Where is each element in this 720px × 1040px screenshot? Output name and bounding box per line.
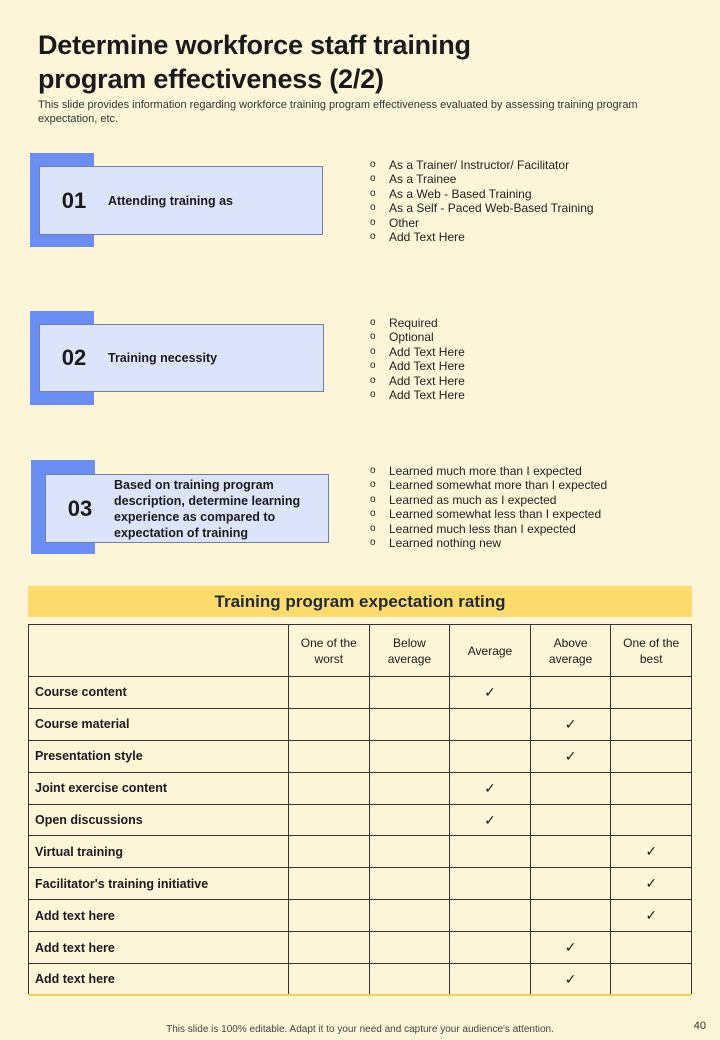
row-label: Joint exercise content	[29, 772, 289, 804]
table-row	[29, 836, 692, 868]
row-label: Add text here	[29, 900, 289, 932]
bullet-icon: o	[370, 202, 376, 214]
check-icon: ✓	[450, 772, 531, 804]
rating-cell	[611, 772, 692, 804]
page-title-line-2: program effectiveness (2/2)	[38, 64, 384, 94]
rating-cell	[530, 836, 611, 868]
rating-cell	[611, 964, 692, 996]
rating-cell	[530, 900, 611, 932]
list-item: o As a Web - Based Training	[370, 186, 532, 201]
list-item: o Add Text Here	[370, 344, 465, 359]
table-row	[29, 868, 692, 900]
row-label: Course material	[29, 708, 289, 740]
check-icon: ✓	[611, 836, 692, 868]
row-label: Virtual training	[29, 836, 289, 868]
rating-cell	[450, 708, 531, 740]
rating-cell	[611, 740, 692, 772]
rating-cell	[369, 868, 450, 900]
bullet-icon: o	[370, 479, 376, 491]
list-item: o Add Text Here	[370, 388, 465, 403]
check-icon: ✓	[450, 804, 531, 836]
bullet-icon: o	[370, 465, 376, 476]
rating-cell	[369, 964, 450, 996]
table-row	[29, 772, 692, 804]
table-row	[29, 932, 692, 964]
check-icon: ✓	[530, 740, 611, 772]
header-empty	[29, 625, 289, 677]
rating-cell	[450, 932, 531, 964]
rating-cell	[369, 677, 450, 709]
column-header: Above average	[530, 625, 611, 677]
row-label: Presentation style	[29, 740, 289, 772]
rating-cell	[530, 868, 611, 900]
list-item: o Learned much more than I expected	[370, 464, 582, 478]
bullet-icon: o	[370, 537, 376, 549]
bullet-icon: o	[370, 159, 376, 170]
bullet-icon: o	[370, 508, 376, 520]
list-item: o Learned nothing new	[370, 536, 502, 551]
list-item: o Learned somewhat less than I expected	[370, 507, 602, 522]
rating-cell	[369, 932, 450, 964]
rating-table	[28, 624, 692, 996]
rating-cell	[289, 932, 370, 964]
bullet-icon: o	[370, 173, 376, 185]
row-label: Facilitator's training initiative	[29, 868, 289, 900]
rating-cell	[289, 900, 370, 932]
rating-cell	[450, 868, 531, 900]
rating-table-body	[29, 677, 692, 996]
rating-cell	[289, 964, 370, 996]
rating-cell	[369, 708, 450, 740]
check-icon: ✓	[611, 868, 692, 900]
page-subtitle: This slide provides information regarding workforce training program effectiveness evaluated by assessing training program expectation, etc.	[38, 99, 638, 125]
page-number: 40	[693, 1020, 706, 1032]
check-icon: ✓	[530, 964, 611, 996]
list-item: o As a Self - Paced Web-Based Training	[370, 201, 594, 216]
check-icon: ✓	[530, 708, 611, 740]
column-header: One of the best	[611, 625, 692, 677]
table-row	[29, 677, 692, 709]
page-title-line-1: Determine workforce staff training	[38, 30, 471, 60]
bullet-icon: o	[370, 522, 376, 534]
bullet-icon: o	[370, 216, 376, 228]
check-icon: ✓	[450, 677, 531, 709]
rating-cell	[369, 772, 450, 804]
table-row	[29, 964, 692, 996]
list-item: o Add Text Here	[370, 230, 465, 245]
rating-cell	[289, 836, 370, 868]
bullet-icon: o	[370, 374, 376, 386]
list-item: o Learned much less than I expected	[370, 521, 576, 536]
rating-cell	[530, 804, 611, 836]
row-label: Add text here	[29, 964, 289, 996]
bullet-icon: o	[370, 389, 376, 401]
section-card	[39, 324, 324, 392]
rating-cell	[611, 708, 692, 740]
list-item: o Learned as much as I expected	[370, 492, 557, 507]
section-number: 02	[61, 345, 87, 370]
rating-cell	[289, 740, 370, 772]
bullet-icon: o	[370, 187, 376, 199]
check-icon: ✓	[530, 932, 611, 964]
rating-banner: Training program expectation rating	[28, 586, 692, 617]
check-icon: ✓	[611, 900, 692, 932]
rating-cell	[450, 900, 531, 932]
options-list	[370, 464, 607, 550]
options-list	[370, 158, 594, 244]
table-row	[29, 804, 692, 836]
column-header: One of the worst	[289, 625, 370, 677]
section-label: Training necessity	[108, 351, 218, 365]
section-label: Based on training program description, determine learning experience as compared to expectation of training	[114, 477, 301, 540]
rating-cell	[530, 677, 611, 709]
column-header: Below average	[369, 625, 450, 677]
rating-cell	[450, 740, 531, 772]
list-item: o Optional	[370, 330, 434, 345]
rating-cell	[289, 708, 370, 740]
rating-cell	[450, 964, 531, 996]
table-row	[29, 740, 692, 772]
list-item: o Other	[370, 215, 420, 230]
rating-cell	[450, 836, 531, 868]
rating-cell	[530, 772, 611, 804]
list-item: o Add Text Here	[370, 373, 465, 388]
list-item: o Required	[370, 316, 438, 330]
table-row	[29, 900, 692, 932]
list-item: o Learned somewhat more than I expected	[370, 478, 608, 493]
page-title	[38, 28, 678, 96]
rating-cell	[369, 836, 450, 868]
options-list	[370, 316, 465, 402]
table-header-row	[29, 625, 692, 677]
rating-cell	[611, 677, 692, 709]
row-label: Add text here	[29, 932, 289, 964]
bullet-icon: o	[370, 331, 376, 343]
rating-cell	[289, 677, 370, 709]
bullet-icon: o	[370, 360, 376, 372]
list-item: o As a Trainee	[370, 172, 457, 187]
table-row	[29, 708, 692, 740]
footer-note: This slide is 100% editable. Adapt it to your need and capture your audience's attention.	[166, 1024, 554, 1035]
section-card	[45, 474, 329, 543]
rating-cell	[289, 804, 370, 836]
row-label: Open discussions	[29, 804, 289, 836]
rating-cell	[369, 740, 450, 772]
rating-cell	[611, 932, 692, 964]
list-item: o As a Trainer/ Instructor/ Facilitator	[370, 158, 570, 172]
bullet-icon: o	[370, 345, 376, 357]
bullet-icon: o	[370, 231, 376, 243]
list-item: o Add Text Here	[370, 359, 465, 374]
rating-cell	[369, 900, 450, 932]
column-header: Average	[450, 625, 531, 677]
bullet-icon: o	[370, 317, 376, 328]
section-label: Attending training as	[108, 193, 233, 208]
section-number: 01	[61, 187, 87, 213]
rating-cell	[289, 868, 370, 900]
bullet-icon: o	[370, 493, 376, 505]
section-number: 03	[67, 495, 93, 521]
rating-cell	[369, 804, 450, 836]
rating-cell	[611, 804, 692, 836]
row-label: Course content	[29, 677, 289, 709]
section-card	[39, 166, 323, 235]
rating-cell	[289, 772, 370, 804]
